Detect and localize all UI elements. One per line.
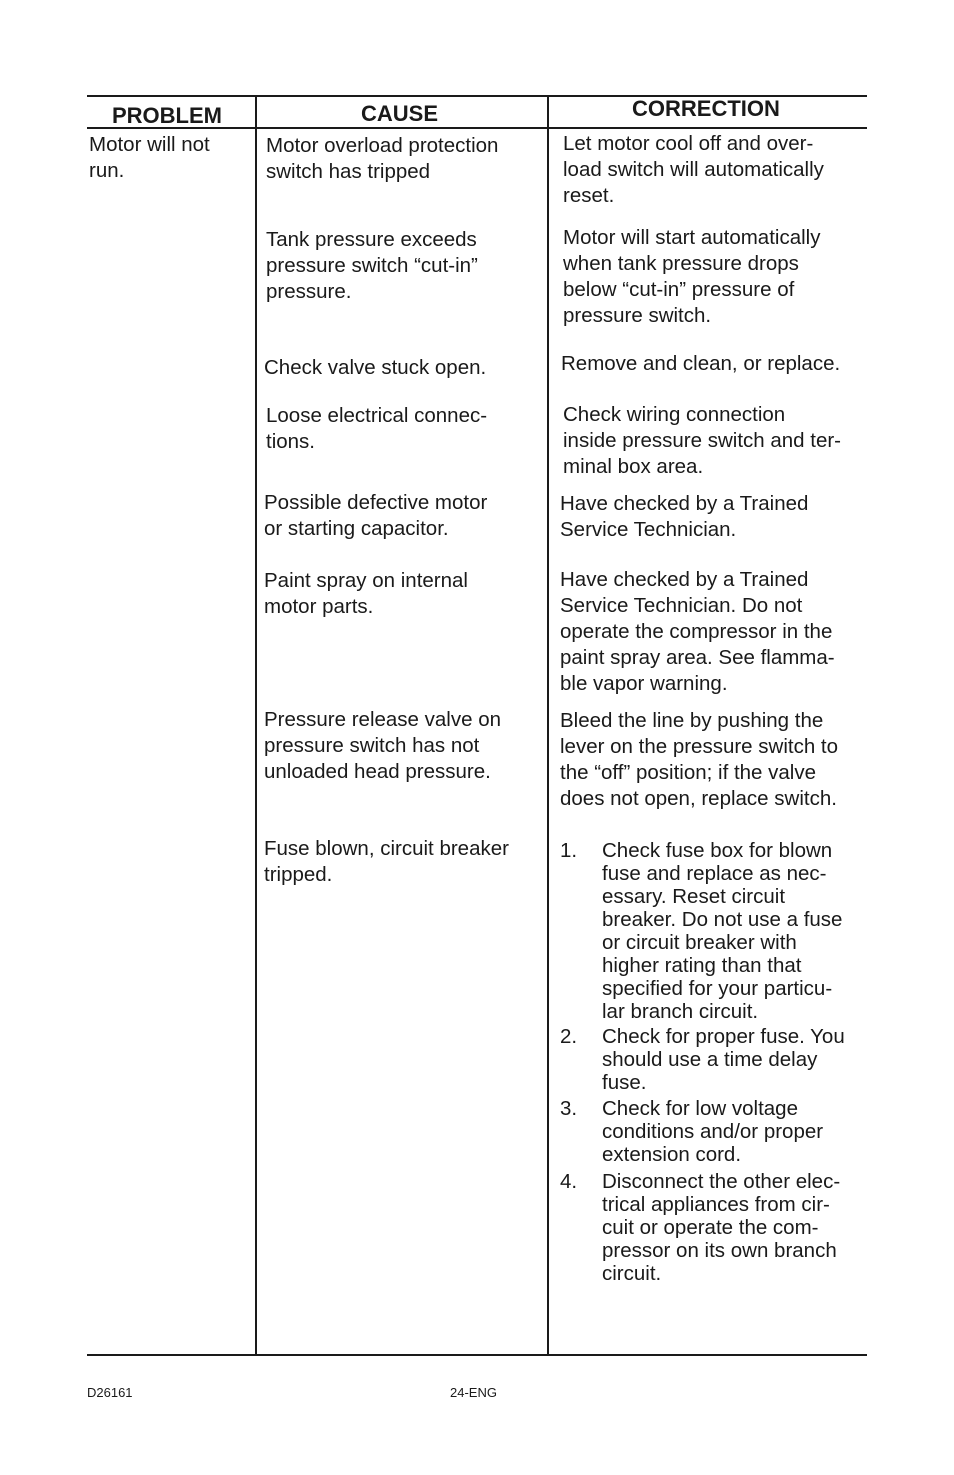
cause-cell-8: Fuse blown, circuit breaker tripped. <box>264 837 509 886</box>
cause-cell-1: Motor overload protection switch has tripped <box>266 134 499 183</box>
cause-cell-5: Possible defective motor or starting capacitor. <box>264 491 488 540</box>
correction-cell-4: Check wiring connection inside pressure switch and ter- minal box area. <box>563 403 842 478</box>
column-divider-2 <box>547 96 549 1355</box>
cause-cell-2: Tank pressure exceeds pressure switch “cut-in” pressure. <box>266 228 478 303</box>
correction-cell-1: Let motor cool off and over- load switch will automatically reset. <box>563 132 824 207</box>
correction-cell-2: Motor will start automatically when tank pressure drops below “cut-in” pressure of pressure switch. <box>563 226 821 327</box>
cause-cell-7: Pressure release valve on pressure switch has not unloaded head pressure. <box>264 708 502 783</box>
list-item-number: 3. <box>560 1097 578 1120</box>
list-item-text: Check fuse box for blown fuse and replace as nec- essary. Reset circuit breaker. Do not use a fuse or circuit breaker with higher rating than that specified for your particu- lar branch circuit. <box>602 839 843 1023</box>
list-item-text: Check for proper fuse. You should use a time delay fuse. <box>602 1025 845 1094</box>
cause-cell-6: Paint spray on internal motor parts. <box>264 569 468 618</box>
list-item-number: 1. <box>560 839 578 862</box>
column-divider-1 <box>255 96 257 1355</box>
header-problem: PROBLEM <box>112 103 222 128</box>
page-number: 24-ENG <box>450 1385 497 1400</box>
correction-cell-3: Remove and clean, or replace. <box>561 352 841 375</box>
correction-cell-6: Have checked by a Trained Service Technician. Do not operate the compressor in the paint spray area. See flamma- ble vapor warning. <box>560 568 835 695</box>
correction-cell-5: Have checked by a Trained Service Technician. <box>560 492 809 541</box>
correction-cell-7: Bleed the line by pushing the lever on the pressure switch to the “off” position; if the valve does not open, replace switch. <box>560 709 839 810</box>
cause-cell-4: Loose electrical connec- tions. <box>266 404 488 453</box>
document-code: D26161 <box>87 1385 133 1400</box>
list-item-number: 2. <box>560 1025 578 1048</box>
header-cause: CAUSE <box>361 101 439 126</box>
problem-cell: Motor will not run. <box>89 133 210 182</box>
list-item-text: Check for low voltage conditions and/or proper extension cord. <box>602 1097 824 1166</box>
cause-cell-3: Check valve stuck open. <box>264 356 487 379</box>
table-bottom-rule <box>87 1354 867 1356</box>
header-correction: CORRECTION <box>632 96 780 121</box>
list-item-text: Disconnect the other elec- trical appliances from cir- cuit or operate the com- pressor on its own branch circuit. <box>602 1170 841 1285</box>
list-item-number: 4. <box>560 1170 578 1193</box>
